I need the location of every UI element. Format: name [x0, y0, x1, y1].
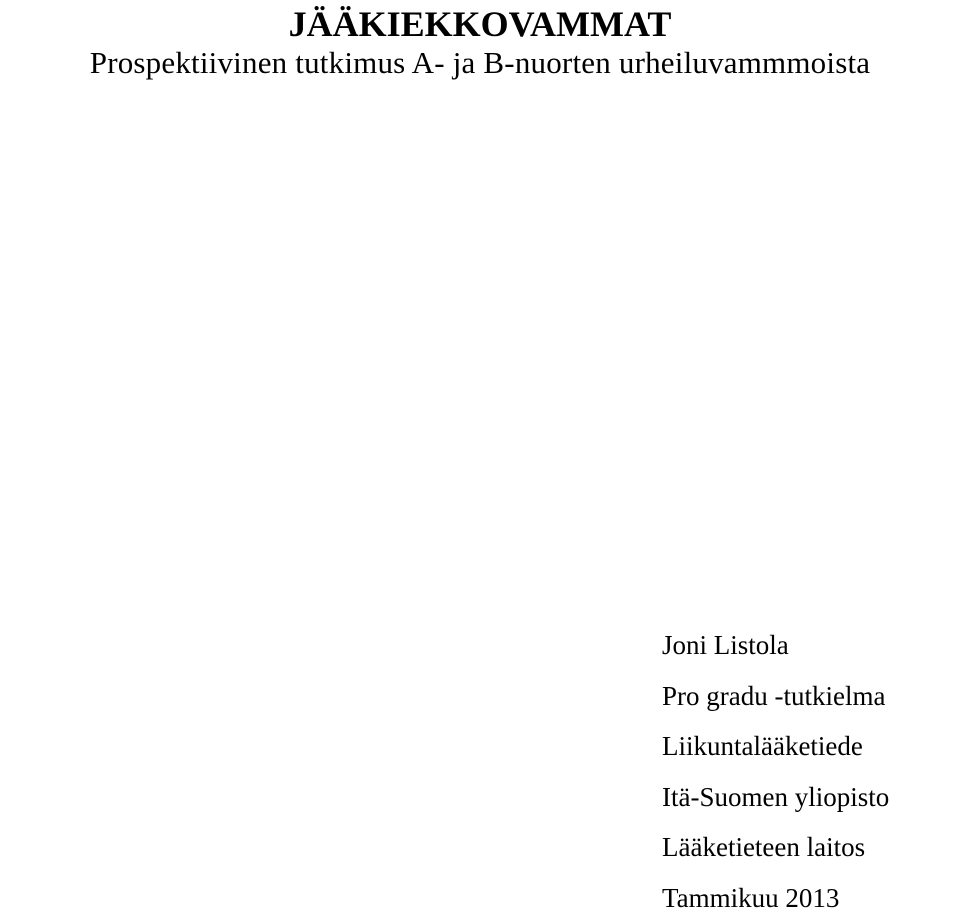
author-name: Joni Listola: [662, 620, 889, 671]
university: Itä-Suomen yliopisto: [662, 772, 889, 823]
document-title: JÄÄKIEKKOVAMMAT: [0, 0, 960, 44]
document-subtitle: Prospektiivinen tutkimus A- ja B-nuorten urheiluvammmoista: [0, 44, 960, 82]
department: Lääketieteen laitos: [662, 822, 889, 873]
thesis-type: Pro gradu -tutkielma: [662, 671, 889, 722]
title-block: [0, 0, 960, 82]
date: Tammikuu 2013: [662, 873, 889, 923]
subject: Liikuntalääketiede: [662, 721, 889, 772]
author-info-block: [662, 620, 889, 923]
